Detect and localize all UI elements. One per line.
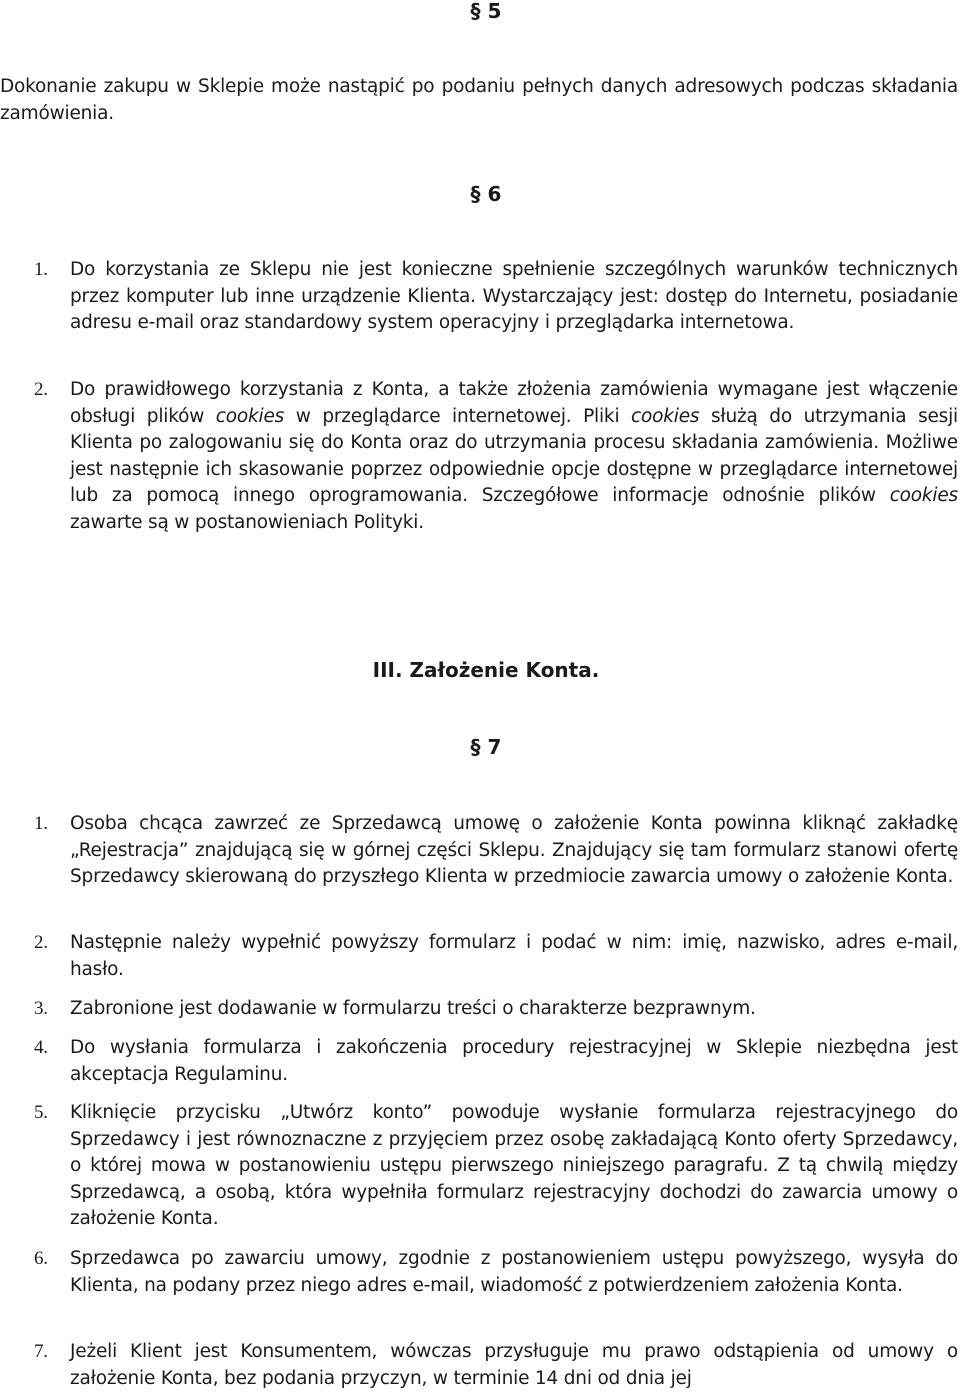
section-7-heading: § 7: [470, 735, 502, 759]
section-5-paragraph: Dokonanie zakupu w Sklepie może nastąpić po podaniu pełnych danych adresowych podczas składania zamówienia.: [0, 76, 958, 124]
item-number: 6.: [34, 1248, 48, 1269]
section-7-item-7: [0, 1339, 958, 1392]
section-6-item-2: [0, 377, 958, 537]
item-number: 5.: [34, 1102, 48, 1123]
section-6-heading: § 6: [470, 182, 502, 206]
item-number: 3.: [34, 998, 48, 1019]
section-6-item-1: [0, 257, 958, 337]
section-7-item-2: [0, 930, 958, 983]
item-number: 1.: [34, 259, 48, 280]
item-text: Kliknięcie przycisku „Utwórz konto” powoduje wysłanie formularza rejestracyjnego do Sprzedawcy i jest równoznaczne z przyjęciem przez osobę zakładającą Konto oferty Sprzedawcy, o której mowa w postanowieniu ustępu pierwszego niniejszego paragrafu. Z tą chwilą między Sprzedawcą, a osobą, która wypełniła formularz rejestracyjny dochodzi do zawarcia umowy o założenie Konta.: [70, 1102, 958, 1230]
chapter-3-heading: III. Założenie Konta.: [372, 658, 600, 682]
item-number: 1.: [34, 813, 48, 834]
item-number: 2.: [34, 932, 48, 953]
section-7-item-4: [0, 1035, 958, 1088]
item-text: Do korzystania ze Sklepu nie jest konieczne spełnienie szczególnych warunków technicznych przez komputer lub inne urządzenie Klienta. Wystarczający jest: dostęp do Internetu, posiadanie adresu e-mail oraz standardowy system operacyjny i przeglądarka internetowa.: [70, 259, 958, 334]
item-text: Jeżeli Klient jest Konsumentem, wówczas przysługuje mu prawo odstąpienia od umowy o założenie Konta, bez podania przyczyn, w terminie 14 dni od dnia jej: [70, 1341, 958, 1389]
item-number: 4.: [34, 1037, 48, 1058]
item-text: Sprzedawca po zawarciu umowy, zgodnie z postanowieniem ustępu powyższego, wysyła do Klienta, na podany przez niego adres e-mail, wiadomość z potwierdzeniem założenia Konta.: [70, 1248, 958, 1296]
section-7-item-1: [0, 811, 958, 891]
section-7-item-3: [0, 996, 958, 1023]
section-5-heading: § 5: [470, 0, 502, 23]
item-text: Następnie należy wypełnić powyższy formularz i podać w nim: imię, nazwisko, adres e-mail, hasło.: [70, 932, 958, 980]
section-7-item-6: [0, 1246, 958, 1299]
item-number: 2.: [34, 379, 48, 400]
item-text: Zabronione jest dodawanie w formularzu treści o charakterze bezprawnym.: [70, 998, 756, 1019]
item-text: Osoba chcąca zawrzeć ze Sprzedawcą umowę o założenie Konta powinna kliknąć zakładkę „Rejestracja” znajdującą się w górnej części Sklepu. Znajdujący się tam formularz stanowi ofertę Sprzedawcy skierowaną do przyszłego Klienta w przedmiocie zawarcia umowy o założenie Konta.: [70, 813, 958, 888]
section-7-item-5: [0, 1100, 958, 1233]
item-text: Do wysłania formularza i zakończenia procedury rejestracyjnej w Sklepie niezbędna jest akceptacja Regulaminu.: [70, 1037, 958, 1085]
item-text: Do prawidłowego korzystania z Konta, a także złożenia zamówienia wymagane jest włączenie obsługi plików cookies w przeglądarce internetowej. Pliki cookies służą do utrzymania sesji Klienta po zalogowaniu się do Konta oraz do utrzymania procesu składania zamówienia. Możliwe jest następnie ich skasowanie poprzez odpowiednie opcje dostępne w przeglądarce internetowej lub za pomocą innego oprogramowania. Szczegółowe informacje odnośnie plików cookies zawarte są w postanowieniach Polityki.: [70, 379, 959, 533]
item-number: 7.: [34, 1341, 48, 1362]
